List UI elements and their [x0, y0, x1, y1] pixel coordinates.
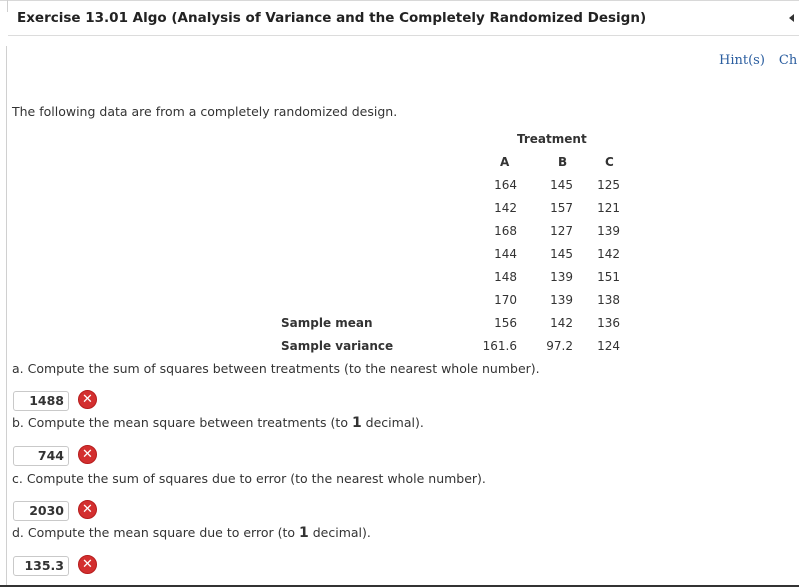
question-d-suffix: decimal).: [308, 525, 371, 540]
table-cell: 144: [494, 247, 517, 261]
problem-intro: The following data are from a completely randomized design.: [12, 104, 398, 119]
question-c: [12, 471, 486, 486]
table-cell: 164: [494, 178, 517, 192]
table-cell: 139: [597, 224, 620, 238]
incorrect-icon: ✕: [78, 555, 97, 574]
table-cell: 121: [597, 201, 620, 215]
collapse-arrow-icon[interactable]: [789, 14, 794, 22]
table-cell: 157: [550, 201, 573, 215]
question-d-text: d. Compute the mean square due to error (to: [12, 525, 299, 540]
incorrect-icon: ✕: [78, 390, 97, 409]
table-cell: 170: [494, 293, 517, 307]
sample-variance-a: 161.6: [482, 339, 517, 353]
treatment-header: Treatment: [517, 132, 587, 146]
left-border: [7, 0, 8, 12]
question-b: [12, 415, 424, 431]
sample-mean-a: 156: [494, 316, 517, 330]
column-header-a: A: [500, 155, 510, 169]
question-b-precision: 1: [351, 415, 362, 431]
question-c-text: c. Compute the sum of squares due to error (to the nearest whole number).: [12, 471, 486, 486]
answer-c-input[interactable]: 2030: [13, 501, 69, 521]
title-divider: [8, 35, 799, 36]
sample-variance-b: 97.2: [546, 339, 573, 353]
column-header-c: C: [605, 155, 614, 169]
table-cell: 151: [597, 270, 620, 284]
table-cell: 148: [494, 270, 517, 284]
question-b-text: b. Compute the mean square between treatments (to: [12, 415, 352, 430]
answer-b-input[interactable]: 744: [13, 446, 69, 466]
question-a-text: a. Compute the sum of squares between treatments (to the nearest whole number).: [12, 361, 540, 376]
table-cell: 142: [494, 201, 517, 215]
sample-mean-c: 136: [597, 316, 620, 330]
sample-variance-c: 124: [597, 339, 620, 353]
table-cell: 139: [550, 270, 573, 284]
hint-toolbar: [719, 53, 799, 68]
table-cell: 145: [550, 247, 573, 261]
table-cell: 139: [550, 293, 573, 307]
table-cell: 127: [550, 224, 573, 238]
table-cell: 145: [550, 178, 573, 192]
question-d: [12, 525, 371, 541]
sample-mean-b: 142: [550, 316, 573, 330]
table-cell: 138: [597, 293, 620, 307]
answer-d-input[interactable]: 135.3: [13, 556, 69, 576]
column-header-b: B: [558, 155, 568, 169]
top-border: [0, 0, 799, 1]
incorrect-icon: ✕: [78, 500, 97, 519]
table-cell: 125: [597, 178, 620, 192]
table-cell: 142: [597, 247, 620, 261]
sample-variance-label: Sample variance: [281, 339, 394, 353]
content-left-rule: [6, 46, 7, 587]
table-cell: 168: [494, 224, 517, 238]
check-link[interactable]: Ch: [778, 53, 798, 68]
hints-link[interactable]: Hint(s): [719, 53, 765, 68]
exercise-title: Exercise 13.01 Algo (Analysis of Variance and the Completely Randomized Design): [17, 10, 647, 26]
question-b-suffix: decimal).: [361, 415, 424, 430]
answer-a-input[interactable]: 1488: [13, 391, 69, 411]
question-a: [12, 361, 540, 376]
incorrect-icon: ✕: [78, 445, 97, 464]
question-d-precision: 1: [299, 525, 309, 541]
sample-mean-label: Sample mean: [281, 316, 373, 330]
